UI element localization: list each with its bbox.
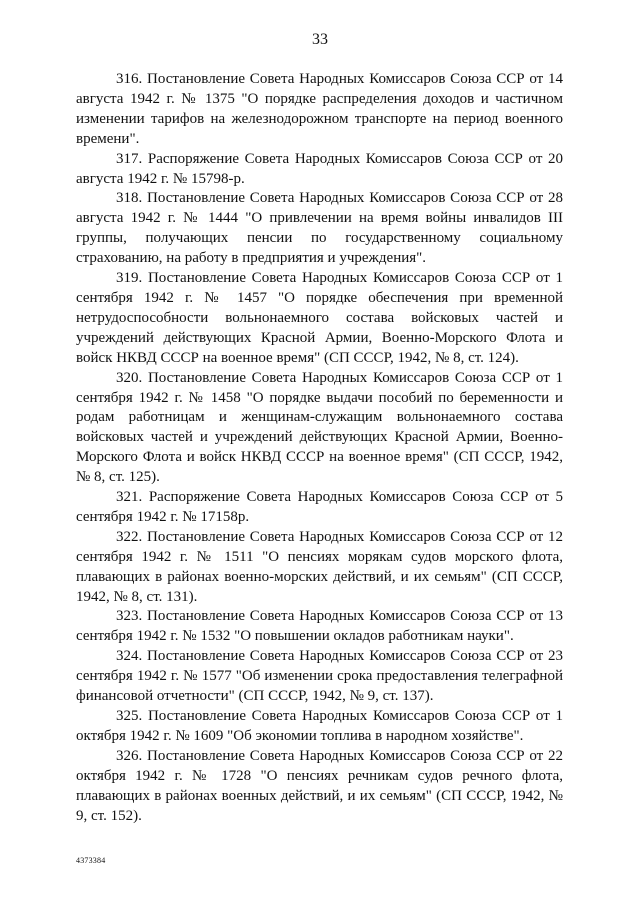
list-item-323: 323. Постановление Совета Народных Комиссаров Союза ССР от 13 сентября 1942 г. № 1532 "О повышении окладов работникам науки". xyxy=(76,608,563,645)
page-number: 33 xyxy=(312,31,328,48)
list-item-318: 318. Постановление Совета Народных Комиссаров Союза ССР от 28 августа 1942 г. № 1444 "О привлечении на время войны инвалидов III группы, получающих пенсии по государственному социальному страхованию, на работу в предприятия и учреждения". xyxy=(76,190,563,267)
document-body xyxy=(76,70,563,826)
list-item-316: 316. Постановление Совета Народных Комиссаров Союза ССР от 14 августа 1942 г. № 1375 "О порядке распределения доходов и частичном изменении тарифов на железнодорожном транспорте на период военного времени". xyxy=(76,71,563,147)
list-item-319: 319. Постановление Совета Народных Комиссаров Союза ССР от 1 сентября 1942 г. № 1457 "О порядке обеспечения при временной нетрудоспособности вольнонаемного состава войсковых частей и учреждений действующих Красной Армии, Военно-Морского Флота и войск НКВД СССР на военное время" (СП СССР, 1942, № 8, ст. 124). xyxy=(76,270,563,366)
list-item-321: 321. Распоряжение Совета Народных Комиссаров Союза ССР от 5 сентября 1942 г. № 17158р. xyxy=(76,489,563,525)
list-item-317: 317. Распоряжение Совета Народных Комиссаров Союза ССР от 20 августа 1942 г. № 15798-р. xyxy=(76,150,563,187)
list-item-326: 326. Постановление Совета Народных Комиссаров Союза ССР от 22 октября 1942 г. № 1728 "О пенсиях речникам судов речного флота, плавающих в районах военных действий, и их семьям" (СП СССР, 1942, № 9, ст. 152). xyxy=(76,747,563,824)
list-item-322: 322. Постановление Совета Народных Комиссаров Союза ССР от 12 сентября 1942 г. № 1511 "О пенсиях морякам судов морского флота, плавающих в районах военно-морских действий, и их семьям" (СП СССР, 1942, № 8, ст. 131). xyxy=(76,528,563,605)
document-code: 4373384 xyxy=(76,856,106,865)
list-item-320: 320. Постановление Совета Народных Комиссаров Союза ССР от 1 сентября 1942 г. № 1458 "О порядке выдачи пособий по беременности и родам работницам и женщинам-служащим вольнонаемного состава войсковых частей и учреждений действующих Красной Армии, Военно-Морского Флота и войск НКВД СССР на военное время" (СП СССР, 1942, № 8, ст. 125). xyxy=(76,369,563,486)
list-item-324: 324. Постановление Совета Народных Комиссаров Союза ССР от 23 сентября 1942 г. № 1577 "Об изменении срока предоставления телеграфной финансовой отчетности" (СП СССР, 1942, № 9, ст. 137). xyxy=(76,648,563,705)
list-item-325: 325. Постановление Совета Народных Комиссаров Союза ССР от 1 октября 1942 г. № 1609 "Об экономии топлива в народном хозяйстве". xyxy=(76,708,563,744)
